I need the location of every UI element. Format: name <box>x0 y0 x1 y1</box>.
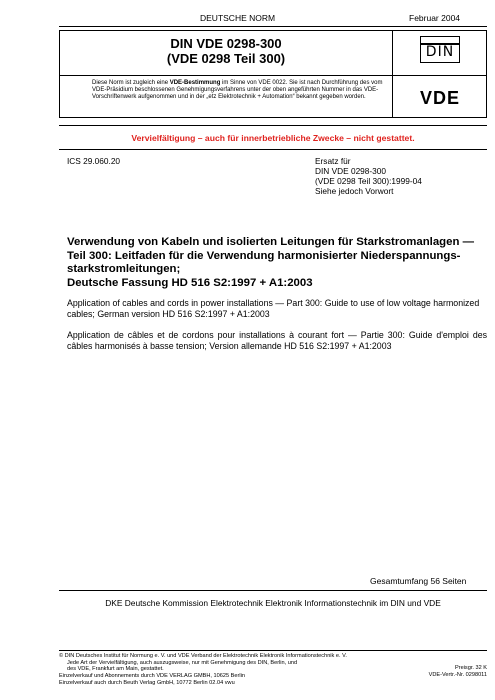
total-pages: Gesamtumfang 56 Seiten <box>370 576 467 586</box>
footer-order-info <box>395 665 487 678</box>
standard-type: DEUTSCHE NORM <box>200 13 276 23</box>
din-logo <box>420 36 460 63</box>
price-group: Preisgr. 32 K <box>454 665 487 671</box>
ics-code: ICS 29.060.20 <box>67 156 121 166</box>
section-rule-1 <box>59 125 487 126</box>
french-title: Application de câbles et de cordons pour installations à courant fort — Partie 300: Guide d'emploi des câbles harmonisés à basse tension; Version allemande HD 516 S2:1997 + A1:2003 <box>67 330 487 351</box>
german-title-text: Verwendung von Kabeln und isolierten Leitungen für Starkstromanlagen — Teil 300: Leitfaden für die Verwendung harmonisierter Niederspannungs-starkstromleitungen; <box>67 236 474 275</box>
sales-line1: Einzelverkauf und Abonnements durch VDE VERLAG GMBH, 10625 Berlin <box>59 673 245 680</box>
title-divider-horizontal <box>59 75 487 76</box>
replacement-info <box>315 156 485 196</box>
replacement-line2: DIN VDE 0298-300 <box>315 166 387 176</box>
footer-copyright <box>59 653 419 687</box>
sales-line2: Einzelverkauf auch durch Beuth Verlag GmbH, 10772 Berlin 02.04 vwu <box>59 679 235 686</box>
copyright-line2: Jede Art der Vervielfältigung, auch auszugsweise, nur mit Genehmigung des DIN, Berlin, und <box>67 659 298 666</box>
section-rule-3 <box>59 590 487 591</box>
copyright-line3: des VDE, Frankfurt am Main, gestattet. <box>67 666 164 673</box>
section-rule-2 <box>59 149 487 150</box>
vde-regulation-notice <box>92 80 388 102</box>
notice-bold: VDE-Bestimmung <box>169 80 221 86</box>
header-rule <box>59 26 487 27</box>
vde-order-number: VDE-Vertr.-Nr. 0298011 <box>428 671 487 678</box>
notice-rest: im Sinne von VDE 0022. Sie ist nach Durchführung des vom VDE-Präsidium beschlossenen Genehmigungsverfahrens unter der oben angeführten Nummer in das VDE-Vorschriftenwerk aufgenommen und in der „etz Elektrotechnik + Automation“ bekannt gegeben worden. <box>92 80 383 101</box>
footer-rule <box>59 650 487 651</box>
replacement-line1: Ersatz für <box>315 156 351 166</box>
replacement-line3: (VDE 0298 Teil 300):1999-04 <box>315 176 422 186</box>
vde-logo: VDE <box>419 88 460 108</box>
german-title <box>67 236 485 290</box>
standard-number-line2: (VDE 0298 Teil 300) <box>166 51 286 66</box>
reproduction-notice: Vervielfältigung – auch für innerbetriebliche Zwecke – nicht gestattet. <box>131 133 415 143</box>
standard-number-line1: DIN VDE 0298-300 <box>170 36 282 51</box>
publication-date: Februar 2004 <box>409 13 461 23</box>
replacement-line4: Siehe jedoch Vorwort <box>315 186 394 196</box>
german-title-version: Deutsche Fassung HD 516 S2:1997 + A1:2003 <box>67 276 313 289</box>
notice-prefix: Diese Norm ist zugleich eine <box>92 80 170 86</box>
din-logo-text: DIN <box>425 44 455 60</box>
title-divider-vertical <box>392 30 393 118</box>
english-title: Application of cables and cords in power installations — Part 300: Guide to use of low voltage harmonized cables; German version HD 516 S2:1997 + A1:2003 <box>67 298 480 319</box>
dke-line: DKE Deutsche Kommission Elektrotechnik Elektronik Informationstechnik im DIN und VDE <box>105 598 441 608</box>
copyright-line1: © DIN Deutsches Institut für Normung e. V. und VDE Verband der Elektrotechnik Elektronik Informationstechnik e. V. <box>59 653 347 659</box>
standard-number <box>60 36 392 66</box>
